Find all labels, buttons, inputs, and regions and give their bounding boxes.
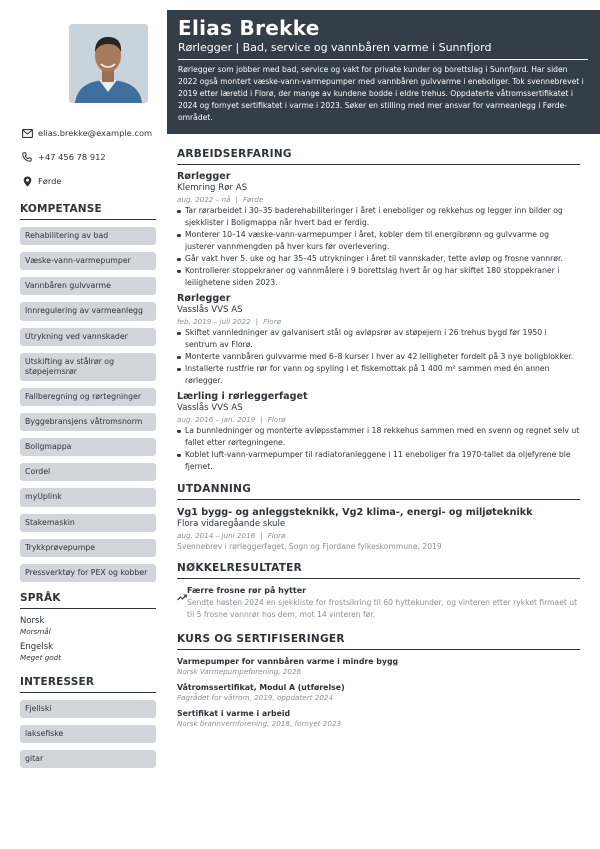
job-meta — [177, 414, 580, 425]
interest-tag: laksefiske — [20, 725, 156, 743]
courses-section — [177, 633, 580, 729]
skill-tag: myUplink — [20, 488, 156, 506]
course-name: Sertifikat i varme i arbeid — [177, 709, 291, 718]
job-dates: aug. 2022 – nå — [177, 195, 231, 204]
education-heading: UTDANNING — [177, 483, 580, 500]
job-bullet: Koblet luft-vann-varmepumper til radiatoranleggene i 11 eneboliger fra 1970-tallet da oljefyrene ble fjernet. — [177, 449, 580, 473]
experience-section — [177, 148, 580, 473]
phone-text[interactable]: +47 456 78 912 — [38, 152, 106, 162]
skill-tag: Utrykning ved vannskader — [20, 328, 156, 346]
course-meta: Fagrådet for våtrom, 2019, oppdatert 2024 — [177, 693, 334, 702]
job-bullet: Monterte vannbåren gulvvarme med 6–8 kurser i hver av 42 leiligheter fordelt på 3 nye boligblokker. — [177, 351, 580, 363]
skill-tag: Vannbåren gulvvarme — [20, 277, 156, 295]
resume-header — [167, 10, 600, 134]
location-pin-icon — [20, 174, 34, 188]
job-bullet: Monterer 10–14 væske-vann-varmepumper i året, kobler dem til energibrønn og gulvvarme og justerer vannmengden på hver kurs før overlevering. — [177, 229, 580, 253]
job-title: Rørlegger — [177, 293, 231, 304]
job-dates: feb. 2019 – juli 2022 — [177, 317, 251, 326]
email-text[interactable]: elias.brekke@example.com — [38, 128, 153, 138]
course-item — [177, 708, 580, 729]
skill-tag: Væske-vann-varmepumper — [20, 252, 156, 270]
contact-email — [20, 121, 156, 145]
job-bullets — [177, 205, 580, 289]
interest-tag: gitar — [20, 750, 156, 768]
skill-tag: Innregulering av varmeanlegg — [20, 302, 156, 320]
result-body — [187, 585, 580, 621]
job-bullets — [177, 425, 580, 473]
contact-phone — [20, 145, 156, 169]
sidebar — [0, 0, 167, 849]
language-item — [20, 616, 156, 636]
job-title: Rørlegger — [177, 171, 231, 182]
contact-location — [20, 169, 156, 193]
contact-list — [20, 121, 156, 193]
skill-tag: Rehabilitering av bad — [20, 227, 156, 245]
job-bullets — [177, 327, 580, 387]
skill-tag: Stakemaskin — [20, 514, 156, 532]
meta-separator: | — [260, 531, 263, 540]
education-school: Flora vidaregåande skule — [177, 519, 286, 529]
course-item — [177, 656, 580, 677]
main-content — [177, 138, 580, 734]
experience-heading: ARBEIDSERFARING — [177, 148, 580, 165]
skill-tag: Utskifting av stålrør og støpejernsrør — [20, 353, 156, 381]
meta-separator: | — [260, 415, 263, 424]
skills-list — [20, 227, 156, 582]
job-bullet: Skiftet vannledninger av galvanisert stål og avløpsrør av støpejern i 26 trehus bygd før 1950 i sentrum av Florø. — [177, 327, 580, 351]
language-name: Norsk — [20, 615, 45, 626]
result-title: Færre frosne rør på hytter — [187, 586, 307, 595]
education-title: Vg1 bygg- og anleggsteknikk, Vg2 klima-, energi- og miljøteknikk — [177, 507, 533, 518]
job-bullet: Installerte rustfrie rør for vann og spyling i et fiskemottak på 1 400 m² sammen med én annen rørlegger. — [177, 363, 580, 387]
profile-photo — [69, 24, 148, 103]
results-section — [177, 562, 580, 621]
course-item — [177, 682, 580, 703]
profile-summary: Rørlegger som jobber med bad, service og vakt for private kunder og borettslag i Sunnfjord. Har siden 2022 også montert væske-vann-varmepumper med vannbåren gulvvarme i eneboliger. Tok svennebrevet i 2019 etter læretid i Florø, der mange av kundene bodde i eldre trehus. Oppdaterte våtromssertifikatet i 2024 og fornyet sertifikatet i varme i 2023. Søker en stilling med mer ansvar for varmeanlegg i Førde-området. — [178, 65, 584, 122]
job-bullet: Kontrollerer stoppekraner og vannmålere i 9 borettslag hvert år og har skiftet 180 stoppekraner i leilighetene siden 2023. — [177, 265, 580, 289]
skill-tag: Byggebransjens våtromsnorm — [20, 413, 156, 431]
course-name: Våtromssertifikat, Modul A (utførelse) — [177, 683, 345, 692]
envelope-icon — [20, 126, 34, 140]
avatar-icon — [69, 24, 148, 103]
skills-heading: KOMPETANSE — [20, 203, 156, 220]
job-dates: aug. 2016 – jan. 2019 — [177, 415, 256, 424]
language-level: Meget godt — [20, 652, 62, 662]
education-dates: aug. 2014 – juni 2016 — [177, 531, 256, 540]
result-item — [177, 585, 580, 621]
job-place: Førde — [242, 195, 264, 204]
skill-tag: Fallberegning og rørtegninger — [20, 388, 156, 406]
education-meta — [177, 530, 580, 541]
skill-tag: Cordel — [20, 463, 156, 481]
job-company: Vasslås VVS AS — [177, 403, 243, 413]
result-text: Sendte høsten 2024 en sjekkliste for frostsikring til 60 hyttekunder, og vinteren etter rykket firmaet ut til 5 frosne vannrør hos dem, mot 14 vinteren før. — [187, 598, 578, 619]
job-meta — [177, 316, 580, 327]
education-section — [177, 483, 580, 552]
skill-tag: Trykkprøvepumpe — [20, 539, 156, 557]
language-level: Morsmål — [20, 626, 51, 636]
job-place: Florø — [263, 317, 281, 326]
trending-up-icon — [177, 585, 187, 621]
interests-heading: INTERESSER — [20, 676, 156, 693]
meta-separator: | — [235, 195, 238, 204]
phone-icon — [20, 150, 34, 164]
location-text: Førde — [38, 176, 62, 186]
job-entry — [177, 391, 580, 473]
job-bullet: La bunnledninger og monterte avløpsstammer i 18 rekkehus sammen med en svenn og regnet selv ut fallet etter rørtegningene. — [177, 425, 580, 449]
job-meta — [177, 194, 580, 205]
education-place: Florø — [267, 531, 286, 540]
job-place: Florø — [267, 415, 286, 424]
course-meta: Norsk brannvernforening, 2018, fornyet 2023 — [177, 719, 342, 728]
results-heading: NØKKELRESULTATER — [177, 562, 580, 579]
job-company: Vasslås VVS AS — [177, 305, 243, 315]
job-entry — [177, 171, 580, 289]
job-bullet: Går vakt hver 5. uke og har 35–45 utrykninger i året til vannskader, tette avløp og frosne vannrør. — [177, 253, 580, 265]
language-item — [20, 642, 156, 662]
languages-heading: SPRÅK — [20, 592, 156, 609]
job-title: Lærling i rørleggerfaget — [177, 391, 308, 402]
job-company: Klemring Rør AS — [177, 183, 248, 193]
candidate-name: Elias Brekke — [178, 16, 320, 40]
course-meta: Norsk Varmepumpeforening, 2026 — [177, 667, 302, 676]
skill-tag: Boligmappa — [20, 438, 156, 456]
candidate-title: Rørlegger | Bad, service og vannbåren varme i Sunnfjord — [178, 40, 588, 60]
job-bullet: Tar rørarbeidet i 30–35 baderehabiliteringer i året i eneboliger og rekkehus og legger inn bilder og sjekklister i Boligmappa når hvert bad er ferdig. — [177, 205, 580, 229]
skill-tag: Pressverktøy for PEX og kobber — [20, 564, 156, 582]
language-name: Engelsk — [20, 641, 54, 652]
interest-tag: Fjellski — [20, 700, 156, 718]
meta-separator: | — [255, 317, 259, 326]
courses-heading: KURS OG SERTIFISERINGER — [177, 633, 580, 650]
course-name: Varmepumper for vannbåren varme i mindre bygg — [177, 657, 399, 666]
job-entry — [177, 293, 580, 387]
education-note: Svennebrev i rørleggerfaget, Sogn og Fjordane fylkeskommune, 2019 — [177, 542, 442, 551]
